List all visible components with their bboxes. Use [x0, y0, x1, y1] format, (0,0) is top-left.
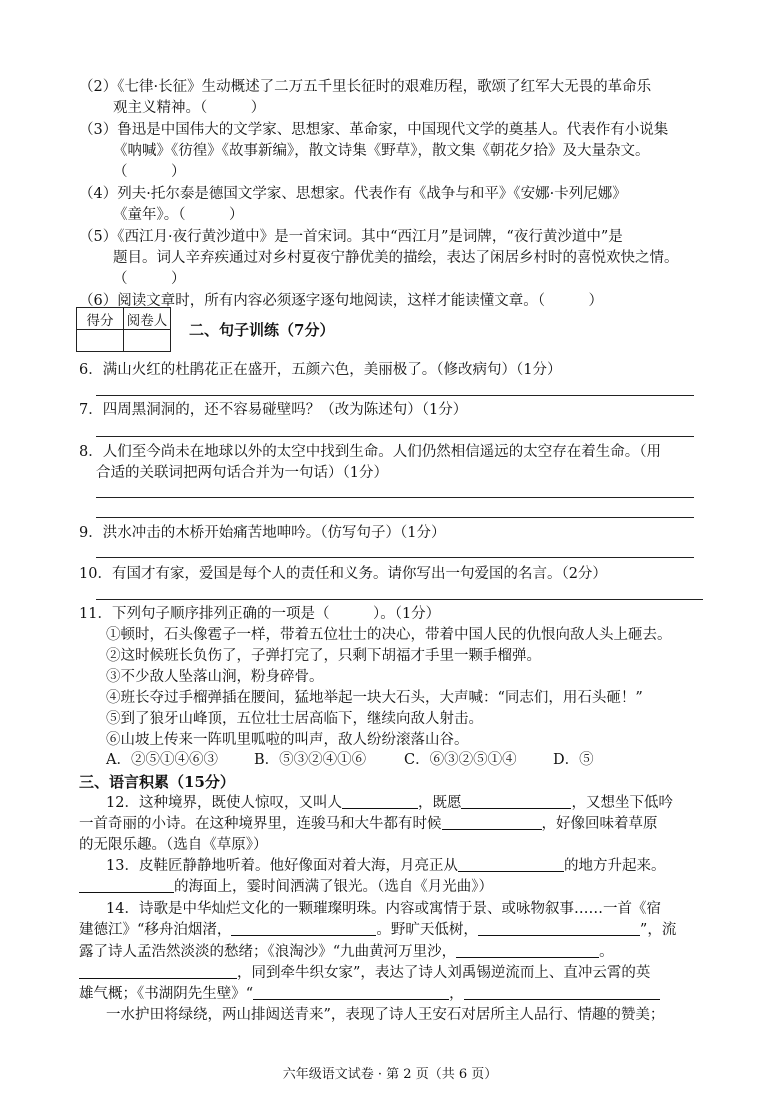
- score-cell[interactable]: [77, 330, 124, 352]
- q11-option-b[interactable]: B．⑤③②④①⑥: [254, 752, 367, 768]
- q11-option-c[interactable]: C．⑥③②⑤①④: [404, 752, 517, 768]
- section3-title: 三、语言积累（15分）: [79, 773, 235, 791]
- q13-blank-1[interactable]: [458, 856, 564, 872]
- q10-answer-line[interactable]: [96, 599, 703, 600]
- q14-line2: [79, 920, 676, 940]
- q11-option-a[interactable]: A．②⑤①④⑥③: [106, 752, 218, 768]
- page-footer: 六年级语文试卷 · 第 2 页（共 6 页）: [282, 1067, 498, 1082]
- q6-answer-line[interactable]: [96, 395, 694, 396]
- q6-text: 6．满山火红的杜鹃花正在盛开，五颜六色，美丽极了。（修改病句）（1分）: [79, 362, 562, 378]
- q9-text: 9．洪水冲击的木桥开始痛苦地呻吟。（仿写句子）（1分）: [79, 525, 446, 541]
- q11-item-3: ③不少敌人坠落山涧，粉身碎骨。: [106, 669, 324, 685]
- q12-text-d: 一首奇丽的小诗。在这种境界里，连骏马和大牛都有时候: [79, 816, 442, 832]
- q14-blank-2[interactable]: [478, 920, 640, 936]
- q13-line2: [79, 877, 493, 897]
- q12-text-e: ，好像回味着草原: [541, 816, 658, 832]
- q8-line1: 8．人们至今尚未在地球以外的太空中找到生命。人们仍然相信遥远的太空存在着生命。（用: [79, 444, 661, 460]
- q14-blank-6[interactable]: [464, 984, 660, 1000]
- q14-text-f: 。: [599, 944, 614, 960]
- q14-text-i: ，: [449, 986, 464, 1002]
- q11-item-6: ⑥山坡上传来一阵叽里呱啦的叫声，敌人纷纷滚落山谷。: [106, 732, 469, 748]
- q14-text-e: 露了诗人孟浩然淡淡的愁绪；《浪淘沙》“九曲黄河万里沙，: [79, 944, 457, 960]
- q12-blank-2[interactable]: [461, 793, 571, 809]
- score-box: [76, 307, 171, 352]
- q12-text-a: 12．这种境界，既使人惊叹，又叫人: [106, 795, 342, 811]
- q14-blank-3[interactable]: [456, 942, 599, 958]
- q14-text-g: ，同到牵牛织女家”，表达了诗人刘禹锡逆流而上、直冲云霄的英: [237, 965, 651, 981]
- q11-item-5: ⑤到了狼牙山峰顶，五位壮士居高临下，继续向敌人射击。: [106, 711, 483, 727]
- grader-header: 阅卷人: [124, 308, 171, 330]
- judge-q5-line3: （ ）: [113, 271, 186, 287]
- q8-answer-line-2[interactable]: [96, 517, 694, 518]
- q12-line1: [106, 793, 673, 813]
- judge-q4-line2: 《童年》。（ ）: [113, 207, 244, 223]
- judge-q2-line2: 观主义精神。（ ）: [113, 100, 266, 116]
- q13-text-a: 13．皮鞋匠静静地听着。他好像面对着大海，月亮正从: [106, 858, 458, 874]
- grader-cell[interactable]: [124, 330, 171, 352]
- q11-option-d[interactable]: D．⑤: [553, 752, 594, 768]
- judge-q3-line2: 《呐喊》《彷徨》《故事新编》，散文诗集《野草》，散文集《朝花夕拾》及大量杂文。: [113, 143, 650, 159]
- q14-line6: 一水护田将绿绕，两山排闼送青来”，表现了诗人王安石对居所主人品行、情趣的赞美；: [106, 1007, 665, 1023]
- q14-text-d: ”，流: [639, 922, 677, 938]
- q12-blank-3[interactable]: [442, 814, 542, 830]
- q7-answer-line[interactable]: [96, 436, 694, 437]
- q13-text-b: 的地方升起来。: [563, 858, 666, 874]
- judge-q3-line3: （ ）: [113, 164, 186, 180]
- q12-line3: 的无限乐趣。（选自《草原》）: [79, 837, 268, 853]
- q13-blank-2[interactable]: [79, 877, 174, 893]
- q14-text-c: 。野旷天低树，: [376, 922, 478, 938]
- q14-blank-5[interactable]: [253, 984, 449, 1000]
- q13-text-c: 的海面上，霎时间洒满了银光。（选自《月光曲》）: [174, 879, 493, 895]
- q14-line1: 14．诗歌是中华灿烂文化的一颗璀璨明珠。内容或寓情于景、或咏物叙事……一首《宿: [106, 901, 661, 917]
- judge-q4-line1: （4）列夫·托尔泰是德国文学家、思想家。代表作有《战争与和平》《安娜·卡列尼娜》: [79, 186, 627, 202]
- judge-q5-line2: 题目。词人辛弃疾通过对乡村夏夜宁静优美的描绘，表达了闲居乡村时的喜悦欢快之情。: [113, 250, 679, 266]
- q11-item-1: ①顿时，石头像雹子一样，带着五位壮士的决心，带着中国人民的仇恨向敌人头上砸去。: [106, 627, 672, 643]
- q12-line2: [79, 814, 658, 834]
- q12-blank-1[interactable]: [342, 793, 418, 809]
- q8-answer-line-1[interactable]: [96, 497, 694, 498]
- q14-blank-1[interactable]: [231, 920, 376, 936]
- judge-q5-line1: （5）《西江月·夜行黄沙道中》是一首宋词。其中“西江月”是词牌，“夜行黄沙道中”是: [79, 229, 623, 245]
- judge-q6: （6）阅读文章时，所有内容必须逐字逐句地阅读，这样才能读懂文章。（ ）: [79, 293, 603, 309]
- q14-line4: [79, 963, 650, 983]
- q9-answer-line[interactable]: [96, 557, 694, 558]
- q11-stem: 11．下列句子顺序排列正确的一项是（ ）。（1分）: [79, 606, 441, 622]
- q14-line5: [79, 984, 660, 1004]
- q7-text: 7．四周黑洞洞的，还不容易碰壁吗？（改为陈述句）（1分）: [79, 402, 468, 418]
- q11-item-4: ④班长夺过手榴弹插在腰间，猛地举起一块大石头，大声喊：“同志们，用石头砸！”: [106, 690, 643, 706]
- q14-blank-4[interactable]: [79, 963, 237, 979]
- q11-item-2: ②这时候班长负伤了，子弹打完了，只剩下胡福才手里一颗手榴弹。: [106, 648, 541, 664]
- q14-text-b: 建德江》“移舟泊烟渚，: [79, 922, 232, 938]
- q14-line3: [79, 942, 614, 962]
- score-header: 得分: [77, 308, 124, 330]
- q10-text: 10．有国才有家，爱国是每个人的责任和义务。请你写出一句爱国的名言。（2分）: [79, 566, 607, 582]
- q14-text-h: 雄气概；《书湖阴先生壁》“: [79, 986, 254, 1002]
- q8-line2: 合适的关联词把两句话合并为一句话）（1分）: [96, 465, 388, 481]
- section2-title: 二、句子训练（7分）: [189, 321, 335, 339]
- judge-q2-line1: （2）《七律·长征》生动概述了二万五千里长征时的艰难历程，歌颂了红军大无畏的革命乐: [79, 79, 652, 95]
- q12-text-c: ，又想坐下低吟: [571, 795, 673, 811]
- judge-q3-line1: （3）鲁迅是中国伟大的文学家、思想家、革命家，中国现代文学的奠基人。代表作有小说集: [79, 122, 669, 138]
- q12-text-b: ，既愿: [417, 795, 462, 811]
- q13-line1: [106, 856, 665, 876]
